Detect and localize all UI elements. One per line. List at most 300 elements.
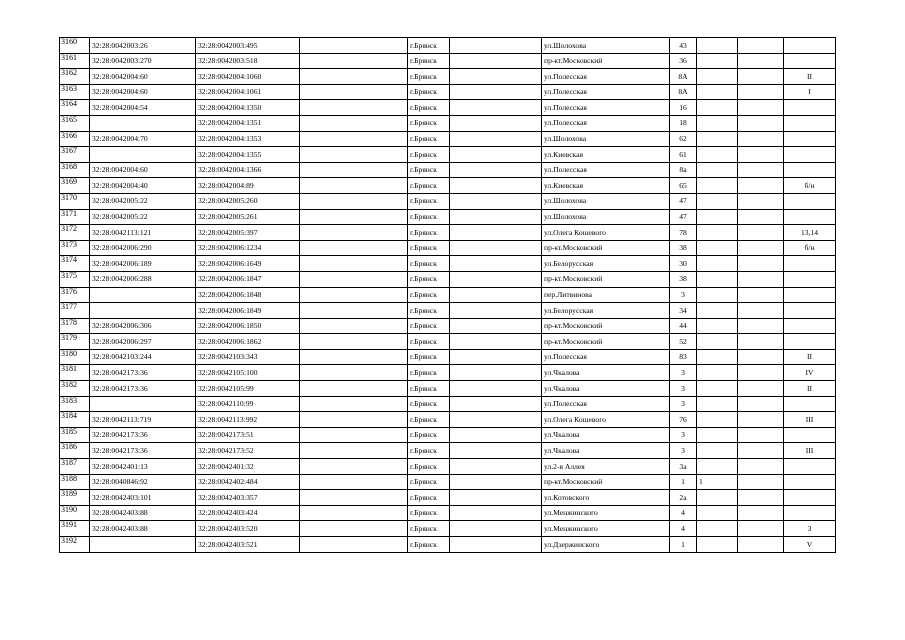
blank-col-2-cell xyxy=(450,303,542,319)
building-number-cell xyxy=(697,53,738,69)
street-cell: пер.Литвинова xyxy=(542,287,670,303)
cadastral-object-cell: 32:28:0042173:51 xyxy=(196,427,300,443)
blank-col-cell xyxy=(300,131,408,147)
blank-col-3-cell xyxy=(738,240,784,256)
building-number-cell xyxy=(697,178,738,194)
cadastral-object-cell: 32:28:0042403:424 xyxy=(196,505,300,521)
blank-col-3-cell xyxy=(738,38,784,54)
city-cell: г.Брянск xyxy=(408,256,450,272)
cadastral-parcel-cell: 32:28:0042004:40 xyxy=(90,178,196,194)
blank-col-3-cell xyxy=(738,225,784,241)
street-cell: ул.Полесская xyxy=(542,84,670,100)
table-row xyxy=(60,349,836,365)
cadastral-parcel-cell: 32:28:0042006:297 xyxy=(90,334,196,350)
city-cell: г.Брянск xyxy=(408,412,450,428)
blank-col-cell xyxy=(300,474,408,490)
table-row xyxy=(60,225,836,241)
table-row xyxy=(60,365,836,381)
building-number-cell xyxy=(697,459,738,475)
cadastral-parcel-cell: 32:28:0042173:36 xyxy=(90,365,196,381)
cadastral-object-cell: 32:28:0042110:99 xyxy=(196,396,300,412)
street-cell: ул.Олега Кошевого xyxy=(542,225,670,241)
cadastral-parcel-cell: 32:28:0042113:719 xyxy=(90,412,196,428)
city-cell: г.Брянск xyxy=(408,84,450,100)
blank-col-cell xyxy=(300,318,408,334)
blank-col-cell xyxy=(300,178,408,194)
blank-col-cell xyxy=(300,505,408,521)
blank-col-cell xyxy=(300,225,408,241)
street-cell: пр-кт.Московский xyxy=(542,318,670,334)
blank-col-cell xyxy=(300,443,408,459)
cadastral-object-cell: 32:28:0042004:1353 xyxy=(196,131,300,147)
blank-col-cell xyxy=(300,365,408,381)
house-number-cell: 52 xyxy=(670,334,697,350)
city-cell: г.Брянск xyxy=(408,334,450,350)
blank-col-cell xyxy=(300,490,408,506)
apartment-cell: II xyxy=(784,381,836,397)
blank-col-3-cell xyxy=(738,131,784,147)
street-cell: пр-кт.Московский xyxy=(542,474,670,490)
blank-col-cell xyxy=(300,271,408,287)
street-cell: ул.Чкалова xyxy=(542,427,670,443)
blank-col-2-cell xyxy=(450,365,542,381)
row-number-cell: 3175 xyxy=(60,271,90,287)
row-number-cell: 3164 xyxy=(60,100,90,116)
blank-col-3-cell xyxy=(738,490,784,506)
row-number-cell: 3186 xyxy=(60,443,90,459)
blank-col-2-cell xyxy=(450,240,542,256)
blank-col-3-cell xyxy=(738,349,784,365)
table-row xyxy=(60,303,836,319)
street-cell: ул.Киевская xyxy=(542,178,670,194)
row-number-cell: 3174 xyxy=(60,256,90,272)
house-number-cell: 38 xyxy=(670,271,697,287)
city-cell: г.Брянск xyxy=(408,178,450,194)
apartment-cell xyxy=(784,147,836,163)
building-number-cell xyxy=(697,318,738,334)
row-number-cell: 3168 xyxy=(60,162,90,178)
blank-col-cell xyxy=(300,459,408,475)
cadastral-parcel-cell: 32:28:0042113:121 xyxy=(90,225,196,241)
city-cell: г.Брянск xyxy=(408,240,450,256)
blank-col-3-cell xyxy=(738,427,784,443)
apartment-cell xyxy=(784,427,836,443)
row-number-cell: 3176 xyxy=(60,287,90,303)
table-row xyxy=(60,505,836,521)
blank-col-cell xyxy=(300,69,408,85)
house-number-cell: 36 xyxy=(670,53,697,69)
blank-col-2-cell xyxy=(450,474,542,490)
house-number-cell: 4 xyxy=(670,505,697,521)
blank-col-2-cell xyxy=(450,443,542,459)
building-number-cell xyxy=(697,490,738,506)
blank-col-3-cell xyxy=(738,115,784,131)
blank-col-3-cell xyxy=(738,443,784,459)
city-cell: г.Брянск xyxy=(408,365,450,381)
table-row xyxy=(60,459,836,475)
table-row xyxy=(60,100,836,116)
building-number-cell xyxy=(697,162,738,178)
house-number-cell: 78 xyxy=(670,225,697,241)
city-cell: г.Брянск xyxy=(408,225,450,241)
blank-col-cell xyxy=(300,147,408,163)
blank-col-cell xyxy=(300,162,408,178)
blank-col-3-cell xyxy=(738,318,784,334)
blank-col-3-cell xyxy=(738,178,784,194)
building-number-cell xyxy=(697,38,738,54)
table-row xyxy=(60,271,836,287)
table-row xyxy=(60,131,836,147)
house-number-cell: 3 xyxy=(670,427,697,443)
street-cell: ул.Чкалова xyxy=(542,443,670,459)
table-row xyxy=(60,474,836,490)
cadastral-object-cell: 32:28:0042103:343 xyxy=(196,349,300,365)
blank-col-cell xyxy=(300,521,408,537)
row-number-cell: 3182 xyxy=(60,381,90,397)
blank-col-2-cell xyxy=(450,521,542,537)
cadastral-parcel-cell xyxy=(90,396,196,412)
street-cell: ул.Чкалова xyxy=(542,365,670,381)
blank-col-2-cell xyxy=(450,490,542,506)
table-row xyxy=(60,256,836,272)
house-number-cell: 62 xyxy=(670,131,697,147)
city-cell: г.Брянск xyxy=(408,162,450,178)
cadastral-parcel-cell: 32:28:0042005:22 xyxy=(90,209,196,225)
blank-col-cell xyxy=(300,193,408,209)
street-cell: ул.Дзержинского xyxy=(542,537,670,553)
house-number-cell: 8А xyxy=(670,69,697,85)
blank-col-3-cell xyxy=(738,84,784,100)
blank-col-2-cell xyxy=(450,162,542,178)
street-cell: ул.Полесская xyxy=(542,100,670,116)
table-row xyxy=(60,147,836,163)
street-cell: ул.Котовского xyxy=(542,490,670,506)
row-number-cell: 3188 xyxy=(60,474,90,490)
building-number-cell xyxy=(697,115,738,131)
apartment-cell: II xyxy=(784,69,836,85)
house-number-cell: 3а xyxy=(670,459,697,475)
house-number-cell: 16 xyxy=(670,100,697,116)
building-number-cell xyxy=(697,84,738,100)
blank-col-cell xyxy=(300,287,408,303)
house-number-cell: 43 xyxy=(670,38,697,54)
apartment-cell xyxy=(784,38,836,54)
row-number-cell: 3170 xyxy=(60,193,90,209)
cadastral-object-cell: 32:28:0042006:1234 xyxy=(196,240,300,256)
blank-col-cell xyxy=(300,115,408,131)
cadastral-object-cell: 32:28:0042006:1849 xyxy=(196,303,300,319)
cadastral-parcel-cell: 32:28:0042173:36 xyxy=(90,427,196,443)
city-cell: г.Брянск xyxy=(408,443,450,459)
cadastral-parcel-cell: 32:28:0042173:36 xyxy=(90,443,196,459)
cadastral-parcel-cell: 32:28:0042403:88 xyxy=(90,521,196,537)
blank-col-2-cell xyxy=(450,396,542,412)
cadastral-object-cell: 32:28:0042006:1850 xyxy=(196,318,300,334)
blank-col-3-cell xyxy=(738,53,784,69)
apartment-cell: 3 xyxy=(784,521,836,537)
blank-col-3-cell xyxy=(738,505,784,521)
cadastral-parcel-cell: 32:28:0042004:60 xyxy=(90,69,196,85)
table-row xyxy=(60,162,836,178)
row-number-cell: 3171 xyxy=(60,209,90,225)
table-row xyxy=(60,193,836,209)
building-number-cell xyxy=(697,287,738,303)
blank-col-2-cell xyxy=(450,459,542,475)
apartment-cell xyxy=(784,162,836,178)
blank-col-2-cell xyxy=(450,256,542,272)
cadastral-object-cell: 32:28:0042403:521 xyxy=(196,537,300,553)
street-cell: ул.Шолохова xyxy=(542,209,670,225)
table-row xyxy=(60,443,836,459)
city-cell: г.Брянск xyxy=(408,381,450,397)
row-number-cell: 3167 xyxy=(60,147,90,163)
cadastral-parcel-cell: 32:28:0042006:290 xyxy=(90,240,196,256)
house-number-cell: 83 xyxy=(670,349,697,365)
cadastral-object-cell: 32:28:0042006:1847 xyxy=(196,271,300,287)
cadastral-parcel-cell: 32:28:0042003:26 xyxy=(90,38,196,54)
building-number-cell: 1 xyxy=(697,474,738,490)
house-number-cell: 3 xyxy=(670,443,697,459)
house-number-cell: 3 xyxy=(670,396,697,412)
building-number-cell xyxy=(697,349,738,365)
cadastral-object-cell: 32:28:0042004:1366 xyxy=(196,162,300,178)
cadastral-object-cell: 32:28:0042005:260 xyxy=(196,193,300,209)
house-number-cell: 47 xyxy=(670,193,697,209)
apartment-cell: II xyxy=(784,349,836,365)
blank-col-2-cell xyxy=(450,84,542,100)
street-cell: ул.Менжинского xyxy=(542,505,670,521)
building-number-cell xyxy=(697,131,738,147)
table-row xyxy=(60,490,836,506)
blank-col-3-cell xyxy=(738,69,784,85)
cadastral-parcel-cell: 32:28:0042403:101 xyxy=(90,490,196,506)
city-cell: г.Брянск xyxy=(408,147,450,163)
blank-col-cell xyxy=(300,209,408,225)
apartment-cell xyxy=(784,115,836,131)
city-cell: г.Брянск xyxy=(408,537,450,553)
blank-col-2-cell xyxy=(450,412,542,428)
street-cell: ул.Чкалова xyxy=(542,381,670,397)
cadastral-object-cell: 32:28:0042006:1862 xyxy=(196,334,300,350)
cadastral-parcel-cell: 32:28:0042006:306 xyxy=(90,318,196,334)
house-number-cell: 8А xyxy=(670,84,697,100)
cadastral-parcel-cell xyxy=(90,303,196,319)
table-row xyxy=(60,209,836,225)
blank-col-2-cell xyxy=(450,53,542,69)
blank-col-2-cell xyxy=(450,69,542,85)
row-number-cell: 3177 xyxy=(60,303,90,319)
apartment-cell xyxy=(784,287,836,303)
blank-col-2-cell xyxy=(450,334,542,350)
house-number-cell: 44 xyxy=(670,318,697,334)
house-number-cell: 4 xyxy=(670,521,697,537)
row-number-cell: 3185 xyxy=(60,427,90,443)
blank-col-3-cell xyxy=(738,381,784,397)
table-row xyxy=(60,412,836,428)
blank-col-2-cell xyxy=(450,147,542,163)
row-number-cell: 3184 xyxy=(60,412,90,428)
cadastral-object-cell: 32:28:0042401:32 xyxy=(196,459,300,475)
street-cell: ул.Полесская xyxy=(542,69,670,85)
cadastral-parcel-cell xyxy=(90,147,196,163)
apartment-cell xyxy=(784,271,836,287)
street-cell: ул.Полесская xyxy=(542,162,670,178)
house-number-cell: 76 xyxy=(670,412,697,428)
cadastral-object-cell: 32:28:0042004:1350 xyxy=(196,100,300,116)
table-row xyxy=(60,178,836,194)
cadastral-parcel-cell: 32:28:0042006:189 xyxy=(90,256,196,272)
city-cell: г.Брянск xyxy=(408,38,450,54)
cadastral-parcel-cell: 32:28:0042005:22 xyxy=(90,193,196,209)
table-row xyxy=(60,69,836,85)
row-number-cell: 3180 xyxy=(60,349,90,365)
row-number-cell: 3165 xyxy=(60,115,90,131)
house-number-cell: 47 xyxy=(670,209,697,225)
cadastral-parcel-cell: 32:28:0042004:60 xyxy=(90,84,196,100)
street-cell: ул.2-я Аллея xyxy=(542,459,670,475)
table-row xyxy=(60,537,836,553)
blank-col-2-cell xyxy=(450,225,542,241)
blank-col-2-cell xyxy=(450,427,542,443)
blank-col-3-cell xyxy=(738,396,784,412)
house-number-cell: 2а xyxy=(670,490,697,506)
building-number-cell xyxy=(697,427,738,443)
blank-col-2-cell xyxy=(450,537,542,553)
row-number-cell: 3162 xyxy=(60,69,90,85)
blank-col-2-cell xyxy=(450,287,542,303)
blank-col-cell xyxy=(300,240,408,256)
row-number-cell: 3183 xyxy=(60,396,90,412)
house-number-cell: 61 xyxy=(670,147,697,163)
blank-col-3-cell xyxy=(738,256,784,272)
blank-col-cell xyxy=(300,84,408,100)
apartment-cell: III xyxy=(784,412,836,428)
apartment-cell: IV xyxy=(784,365,836,381)
house-number-cell: 34 xyxy=(670,303,697,319)
blank-col-2-cell xyxy=(450,318,542,334)
house-number-cell: 1 xyxy=(670,537,697,553)
city-cell: г.Брянск xyxy=(408,287,450,303)
cadastral-parcel-cell: 32:28:0042004:60 xyxy=(90,162,196,178)
blank-col-3-cell xyxy=(738,474,784,490)
building-number-cell xyxy=(697,521,738,537)
apartment-cell xyxy=(784,459,836,475)
blank-col-3-cell xyxy=(738,147,784,163)
cadastral-object-cell: 32:28:0042403:520 xyxy=(196,521,300,537)
city-cell: г.Брянск xyxy=(408,490,450,506)
blank-col-2-cell xyxy=(450,193,542,209)
street-cell: пр-кт.Московский xyxy=(542,53,670,69)
apartment-cell: I xyxy=(784,84,836,100)
blank-col-cell xyxy=(300,412,408,428)
table-row xyxy=(60,334,836,350)
cadastral-parcel-cell xyxy=(90,287,196,303)
table-row xyxy=(60,521,836,537)
city-cell: г.Брянск xyxy=(408,209,450,225)
row-number-cell: 3163 xyxy=(60,84,90,100)
registry-table xyxy=(59,37,836,553)
street-cell: пр-кт.Московский xyxy=(542,334,670,350)
cadastral-parcel-cell xyxy=(90,115,196,131)
cadastral-object-cell: 32:28:0042006:1649 xyxy=(196,256,300,272)
table-row xyxy=(60,396,836,412)
building-number-cell xyxy=(697,334,738,350)
city-cell: г.Брянск xyxy=(408,193,450,209)
building-number-cell xyxy=(697,193,738,209)
street-cell: ул.Шолохова xyxy=(542,38,670,54)
street-cell: пр-кт.Московский xyxy=(542,240,670,256)
blank-col-cell xyxy=(300,537,408,553)
street-cell: ул.Киевская xyxy=(542,147,670,163)
city-cell: г.Брянск xyxy=(408,474,450,490)
apartment-cell: 13,14 xyxy=(784,225,836,241)
row-number-cell: 3190 xyxy=(60,505,90,521)
building-number-cell xyxy=(697,209,738,225)
building-number-cell xyxy=(697,396,738,412)
cadastral-object-cell: 32:28:0042105:100 xyxy=(196,365,300,381)
street-cell: ул.Белорусская xyxy=(542,303,670,319)
table-row xyxy=(60,115,836,131)
table-row xyxy=(60,84,836,100)
blank-col-2-cell xyxy=(450,178,542,194)
apartment-cell xyxy=(784,505,836,521)
city-cell: г.Брянск xyxy=(408,69,450,85)
building-number-cell xyxy=(697,381,738,397)
blank-col-2-cell xyxy=(450,131,542,147)
table-row xyxy=(60,53,836,69)
blank-col-3-cell xyxy=(738,303,784,319)
cadastral-parcel-cell: 32:28:0042004:70 xyxy=(90,131,196,147)
blank-col-2-cell xyxy=(450,505,542,521)
apartment-cell xyxy=(784,53,836,69)
building-number-cell xyxy=(697,271,738,287)
cadastral-object-cell: 32:28:0042003:518 xyxy=(196,53,300,69)
cadastral-object-cell: 32:28:0042105:99 xyxy=(196,381,300,397)
cadastral-object-cell: 32:28:0042006:1848 xyxy=(196,287,300,303)
cadastral-object-cell: 32:28:0042004:1061 xyxy=(196,84,300,100)
building-number-cell xyxy=(697,443,738,459)
row-number-cell: 3181 xyxy=(60,365,90,381)
blank-col-2-cell xyxy=(450,115,542,131)
blank-col-3-cell xyxy=(738,193,784,209)
city-cell: г.Брянск xyxy=(408,131,450,147)
blank-col-cell xyxy=(300,396,408,412)
building-number-cell xyxy=(697,100,738,116)
city-cell: г.Брянск xyxy=(408,318,450,334)
cadastral-object-cell: 32:28:0042402:484 xyxy=(196,474,300,490)
city-cell: г.Брянск xyxy=(408,115,450,131)
city-cell: г.Брянск xyxy=(408,53,450,69)
building-number-cell xyxy=(697,303,738,319)
house-number-cell: 3 xyxy=(670,287,697,303)
street-cell: ул.Менжинского xyxy=(542,521,670,537)
table-row xyxy=(60,381,836,397)
blank-col-2-cell xyxy=(450,209,542,225)
building-number-cell xyxy=(697,147,738,163)
building-number-cell xyxy=(697,69,738,85)
cadastral-parcel-cell: 32:28:0042003:270 xyxy=(90,53,196,69)
blank-col-3-cell xyxy=(738,537,784,553)
building-number-cell xyxy=(697,537,738,553)
table-row xyxy=(60,318,836,334)
row-number-cell: 3169 xyxy=(60,178,90,194)
street-cell: ул.Шолохова xyxy=(542,193,670,209)
cadastral-object-cell: 32:28:0042113:992 xyxy=(196,412,300,428)
city-cell: г.Брянск xyxy=(408,505,450,521)
blank-col-cell xyxy=(300,38,408,54)
house-number-cell: 8а xyxy=(670,162,697,178)
table-row xyxy=(60,427,836,443)
